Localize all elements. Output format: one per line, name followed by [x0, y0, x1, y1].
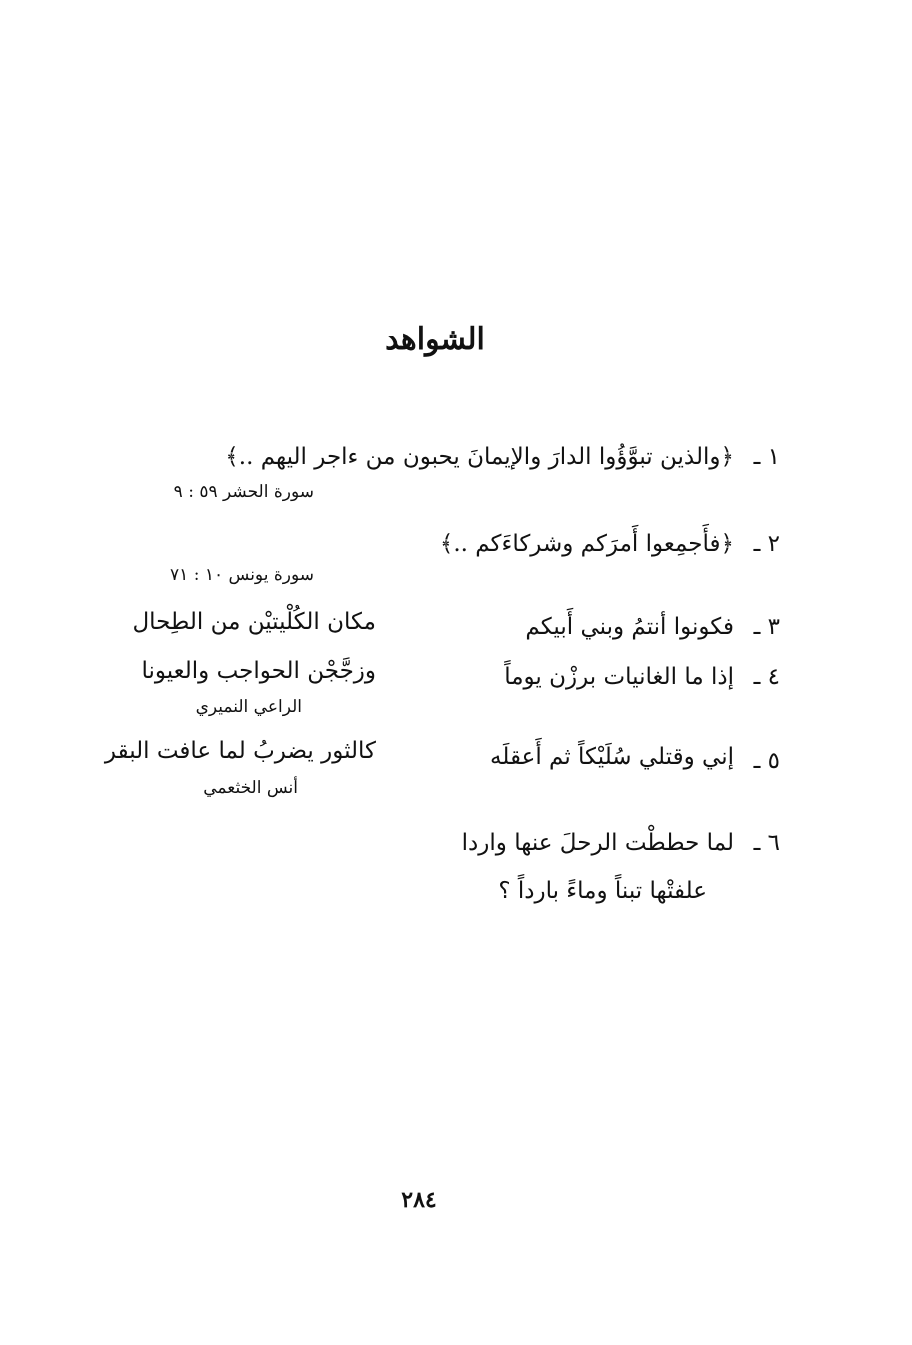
item-4-first-hemistich: إذا ما الغانيات برزْن يوماً [504, 664, 734, 690]
item-4-second-hemistich: وزجَّجْن الحواجب والعيونا [141, 658, 376, 684]
item-2-quran-verse: ﴿فأَجمِعوا أَمرَكم وشركاءَكم ..﴾ [439, 531, 734, 557]
item-2-number: ٢ ـ [753, 531, 780, 557]
item-3-second-hemistich: مكان الكُلْيتيْن من الطِحال [132, 609, 376, 635]
item-5-number: ٥ ـ [753, 748, 780, 774]
page-title: الشواهد [385, 322, 485, 357]
item-1-quran-verse: ﴿والذين تبوَّؤُوا الدارَ والإيمانَ يحبون من ءاجر اليهم ..﴾ [225, 444, 734, 470]
item-5-second-hemistich: كالثور يضربُ لما عافت البقر [104, 738, 376, 764]
item-1-number: ١ ـ [753, 444, 780, 470]
item-6-line-1: لما حططْت الرحلَ عنها واردا [461, 830, 734, 856]
item-3-number: ٣ ـ [753, 614, 780, 640]
item-6-line-2: علفتْها تبناً وماءً بارداً ؟ [498, 878, 707, 904]
item-5-first-hemistich: إني وقتلي سُلَيْكاً ثم أَعقلَه [490, 744, 734, 770]
item-2-reference: سورة يونس ١٠ : ٧١ [170, 565, 314, 585]
item-5-poet: أنس الخثعمي [203, 778, 298, 798]
item-4-poet: الراعي النميري [195, 697, 302, 717]
item-3-first-hemistich: فكونوا أنتمُ وبني أَبيكم [525, 614, 734, 640]
item-4-number: ٤ ـ [753, 664, 780, 690]
item-6-number: ٦ ـ [753, 830, 780, 856]
item-1-reference: سورة الحشر ٥٩ : ٩ [173, 482, 314, 502]
page-number: ٢٨٤ [401, 1187, 437, 1213]
